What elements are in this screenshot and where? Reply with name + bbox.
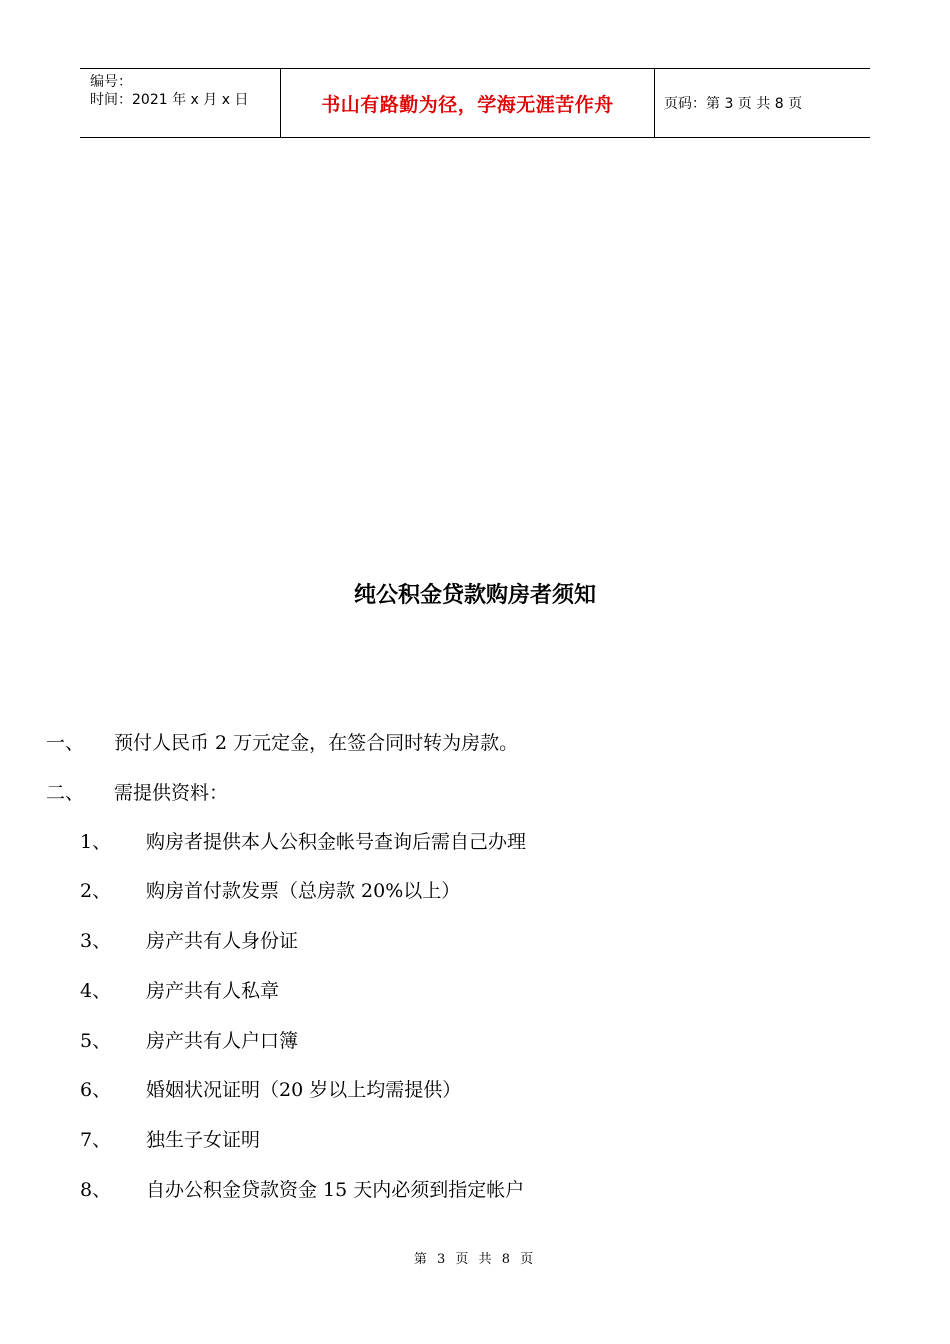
document-header <box>80 68 870 138</box>
section-marker: 二、 <box>46 782 85 804</box>
item-text: 房产共有人户口簿 <box>146 1030 299 1052</box>
motto-text: 书山有路勤为径，学海无涯苦作舟 <box>321 93 614 116</box>
item-text: 购房首付款发票（总房款 20%以上） <box>146 880 461 902</box>
item-marker: 2、 <box>80 880 112 902</box>
item-text: 购房者提供本人公积金帐号查询后需自己办理 <box>146 831 527 853</box>
item-text: 婚姻状况证明（20 岁以上均需提供） <box>146 1079 462 1101</box>
item-marker: 1、 <box>80 831 112 853</box>
time-label: 时间：2021 年 x 月 x 日 <box>90 92 249 108</box>
section-text: 需提供资料： <box>114 782 229 804</box>
page-info: 页码：第 3 页 共 8 页 <box>664 96 803 112</box>
item-marker: 7、 <box>80 1129 112 1151</box>
item-marker: 8、 <box>80 1179 112 1201</box>
document-title: 纯公积金贷款购房者须知 <box>353 583 596 608</box>
item-text: 独生子女证明 <box>146 1129 261 1151</box>
page-footer: 第 3 页 共 8 页 <box>413 1252 537 1267</box>
header-motto-cell <box>281 69 655 137</box>
item-text: 房产共有人身份证 <box>146 930 299 952</box>
section-text: 预付人民币 2 万元定金，在签合同时转为房款。 <box>114 732 519 754</box>
item-text: 房产共有人私章 <box>146 980 280 1002</box>
number-label: 编号： <box>90 74 132 90</box>
item-text: 自办公积金贷款资金 15 天内必须到指定帐户 <box>146 1179 525 1201</box>
item-marker: 6、 <box>80 1079 112 1101</box>
item-marker: 3、 <box>80 930 112 952</box>
section-marker: 一、 <box>46 732 85 754</box>
item-marker: 5、 <box>80 1030 112 1052</box>
item-marker: 4、 <box>80 980 112 1002</box>
header-meta-cell <box>80 69 281 137</box>
header-page-cell <box>655 69 870 137</box>
